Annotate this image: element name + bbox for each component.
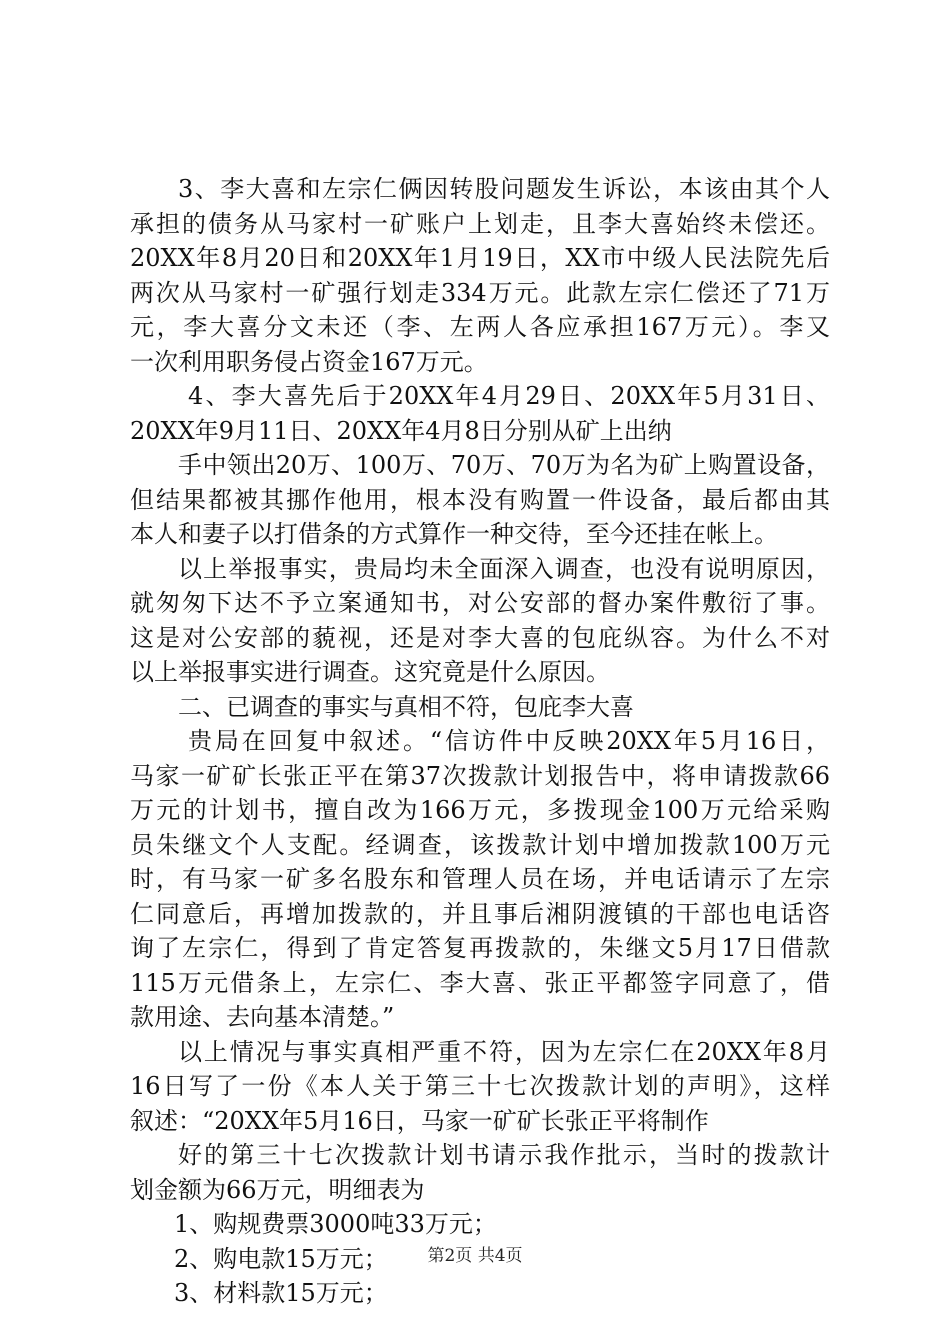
text-line: 4、李大喜先后于20XX年4月29日、20XX年5月31日、 [188, 382, 830, 410]
text-line: 马家一矿矿长张正平在第37次拨款计划报告中，将申请拨款66 [130, 761, 830, 790]
text-line: 承担的债务从马家村一矿账户上划走，且李大喜始终未偿还。 [130, 209, 830, 238]
page-number-label: 第2页 共4页 [427, 1246, 523, 1266]
text-line: 划金额为66万元，明细表为 [130, 1175, 425, 1204]
text-line: 16日写了一份《本人关于第三十七次拨款计划的声明》，这样 [130, 1072, 830, 1100]
text-line: 本人和妻子以打借条的方式算作一种交待，至今还挂在帐上。 [130, 520, 778, 548]
text-line: 好的第三十七次拨款计划书请示我作批示，当时的拨款计 [178, 1141, 830, 1169]
text-line: 20XX年9月11日、20XX年4月8日分别从矿上出纳 [130, 416, 672, 445]
text-line: 就匆匆下达不予立案通知书，对公安部的督办案件敷衍了事。 [130, 589, 830, 617]
text-line: 贵局在回复中叙述。“信访件中反映20XX年5月16日， [188, 727, 830, 755]
section-heading: 二、已调查的事实与真相不符，包庇李大喜 [178, 692, 634, 721]
text-line: 以上举报事实进行调查。这究竟是什么原因。 [130, 658, 610, 686]
text-line: 仁同意后，再增加拨款的，并且事后湘阴渡镇的干部也电话咨 [130, 899, 830, 928]
list-item: 1、购规费票3000吨33万元； [174, 1210, 497, 1238]
text-line: 以上情况与事实真相严重不符，因为左宗仁在20XX年8月 [178, 1037, 830, 1066]
text-line: 以上举报事实，贵局均未全面深入调查，也没有说明原因， [178, 554, 830, 583]
text-line: 时，有马家一矿多名股东和管理人员在场，并电话请示了左宗 [130, 865, 830, 893]
text-line: 员朱继文个人支配。经调查，该拨款计划中增加拨款100万元 [130, 830, 830, 859]
text-line: 这是对公安部的藐视，还是对李大喜的包庇纵容。为什么不对 [130, 623, 830, 652]
text-line: 万元的计划书，擅自改为166万元，多拨现金100万元给采购 [130, 796, 830, 824]
text-line: 20XX年8月20日和20XX年1月19日，XX市中级人民法院先后 [130, 244, 830, 272]
text-line: 一次利用职务侵占资金167万元。 [130, 347, 488, 376]
list-item: 2、购电款15万元； [174, 1244, 388, 1273]
list-item: 3、材料款15万元； [174, 1279, 388, 1307]
text-line: 叙述：“20XX年5月16日，马家一矿矿长张正平将制作 [130, 1106, 709, 1135]
text-line: 询了左宗仁，得到了肯定答复再拨款的，朱继文5月17日借款 [130, 934, 830, 962]
text-line: 手中领出20万、100万、70万、70万为名为矿上购置设备， [178, 451, 830, 479]
text-line: 元，李大喜分文未还（李、左两人各应承担167万元）。李又 [130, 313, 830, 341]
text-line: 115万元借条上，左宗仁、李大喜、张正平都签字同意了，借 [130, 968, 830, 997]
text-line: 两次从马家村一矿强行划走334万元。此款左宗仁偿还了71万 [130, 278, 830, 307]
document-body [130, 172, 830, 1311]
page-footer [0, 1244, 950, 1268]
text-line: 但结果都被其挪作他用，根本没有购置一件设备，最后都由其 [130, 485, 830, 514]
text-line: 款用途、去向基本清楚。” [130, 1003, 395, 1031]
text-line: 3、李大喜和左宗仁俩因转股问题发生诉讼，本该由其个人 [178, 175, 830, 203]
